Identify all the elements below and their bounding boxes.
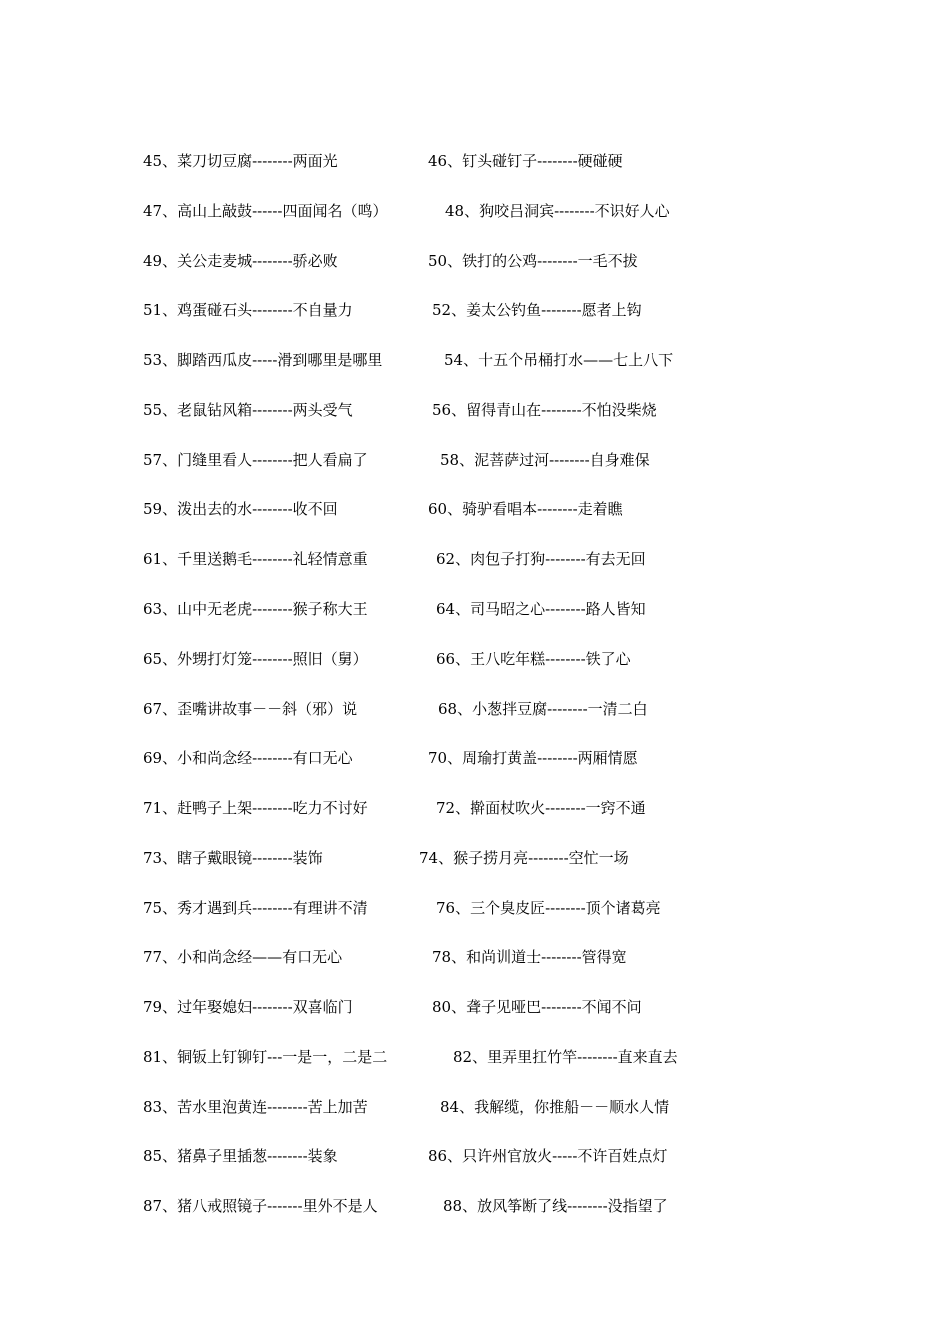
proverb-68: 68、小葱拌豆腐--------一清二白 bbox=[438, 700, 648, 718]
proverb-54: 54、十五个吊桶打水——七上八下 bbox=[444, 351, 674, 369]
proverb-73: 73、瞎子戴眼镜--------装饰 bbox=[143, 849, 323, 867]
proverb-85: 85、猪鼻子里插葱--------装象 bbox=[143, 1147, 338, 1165]
proverb-56: 56、留得青山在--------不怕没柴烧 bbox=[432, 401, 657, 419]
proverb-78: 78、和尚训道士--------管得宽 bbox=[432, 948, 627, 966]
proverb-55: 55、老鼠钻风箱--------两头受气 bbox=[143, 401, 353, 419]
proverb-51: 51、鸡蛋碰石头--------不自量力 bbox=[143, 301, 353, 319]
proverb-74: 74、猴子捞月亮--------空忙一场 bbox=[419, 849, 629, 867]
proverb-62: 62、肉包子打狗--------有去无回 bbox=[436, 550, 646, 568]
proverb-58: 58、泥菩萨过河--------自身难保 bbox=[440, 451, 650, 469]
proverb-81: 81、铜钣上钉铆钉---一是一，二是二 bbox=[143, 1048, 388, 1066]
proverb-76: 76、三个臭皮匠--------顶个诸葛亮 bbox=[436, 899, 661, 917]
proverb-67: 67、歪嘴讲故事－－斜（邪）说 bbox=[143, 700, 358, 718]
proverb-63: 63、山中无老虎--------猴子称大王 bbox=[143, 600, 368, 618]
proverb-50: 50、铁打的公鸡--------一毛不拔 bbox=[428, 252, 638, 270]
proverb-48: 48、狗咬吕洞宾--------不识好人心 bbox=[445, 202, 670, 220]
proverb-45: 45、菜刀切豆腐--------两面光 bbox=[143, 152, 338, 170]
proverb-52: 52、姜太公钓鱼--------愿者上钩 bbox=[432, 301, 642, 319]
proverb-49: 49、关公走麦城--------骄必败 bbox=[143, 252, 338, 270]
proverb-71: 71、赶鸭子上架--------吃力不讨好 bbox=[143, 799, 368, 817]
proverb-69: 69、小和尚念经--------有口无心 bbox=[143, 749, 353, 767]
proverb-87: 87、猪八戒照镜子-------里外不是人 bbox=[143, 1197, 378, 1215]
proverb-75: 75、秀才遇到兵--------有理讲不清 bbox=[143, 899, 368, 917]
proverb-46: 46、钉头碰钉子--------硬碰硬 bbox=[428, 152, 623, 170]
proverb-53: 53、脚踏西瓜皮-----滑到哪里是哪里 bbox=[143, 351, 383, 369]
proverb-84: 84、我解缆，你推船－－顺水人情 bbox=[440, 1098, 670, 1116]
proverb-83: 83、苦水里泡黄连--------苦上加苦 bbox=[143, 1098, 368, 1116]
proverb-77: 77、小和尚念经——有口无心 bbox=[143, 948, 343, 966]
proverb-64: 64、司马昭之心--------路人皆知 bbox=[436, 600, 646, 618]
proverb-57: 57、门缝里看人--------把人看扁了 bbox=[143, 451, 368, 469]
proverb-79: 79、过年娶媳妇--------双喜临门 bbox=[143, 998, 353, 1016]
proverb-72: 72、擀面杖吹火--------一窍不通 bbox=[436, 799, 646, 817]
proverb-82: 82、里弄里扛竹竿--------直来直去 bbox=[453, 1048, 678, 1066]
proverb-60: 60、骑驴看唱本--------走着瞧 bbox=[428, 500, 623, 518]
proverb-47: 47、高山上敲鼓------四面闻名（鸣） bbox=[143, 202, 388, 220]
proverb-80: 80、聋子见哑巴--------不闻不问 bbox=[432, 998, 642, 1016]
proverb-59: 59、泼出去的水--------收不回 bbox=[143, 500, 338, 518]
proverb-70: 70、周瑜打黄盖--------两厢情愿 bbox=[428, 749, 638, 767]
proverb-65: 65、外甥打灯笼--------照旧（舅） bbox=[143, 650, 368, 668]
proverb-61: 61、千里送鹅毛--------礼轻情意重 bbox=[143, 550, 368, 568]
proverb-66: 66、王八吃年糕--------铁了心 bbox=[436, 650, 631, 668]
proverb-86: 86、只许州官放火-----不许百姓点灯 bbox=[428, 1147, 668, 1165]
proverb-88: 88、放风筝断了线--------没指望了 bbox=[443, 1197, 668, 1215]
